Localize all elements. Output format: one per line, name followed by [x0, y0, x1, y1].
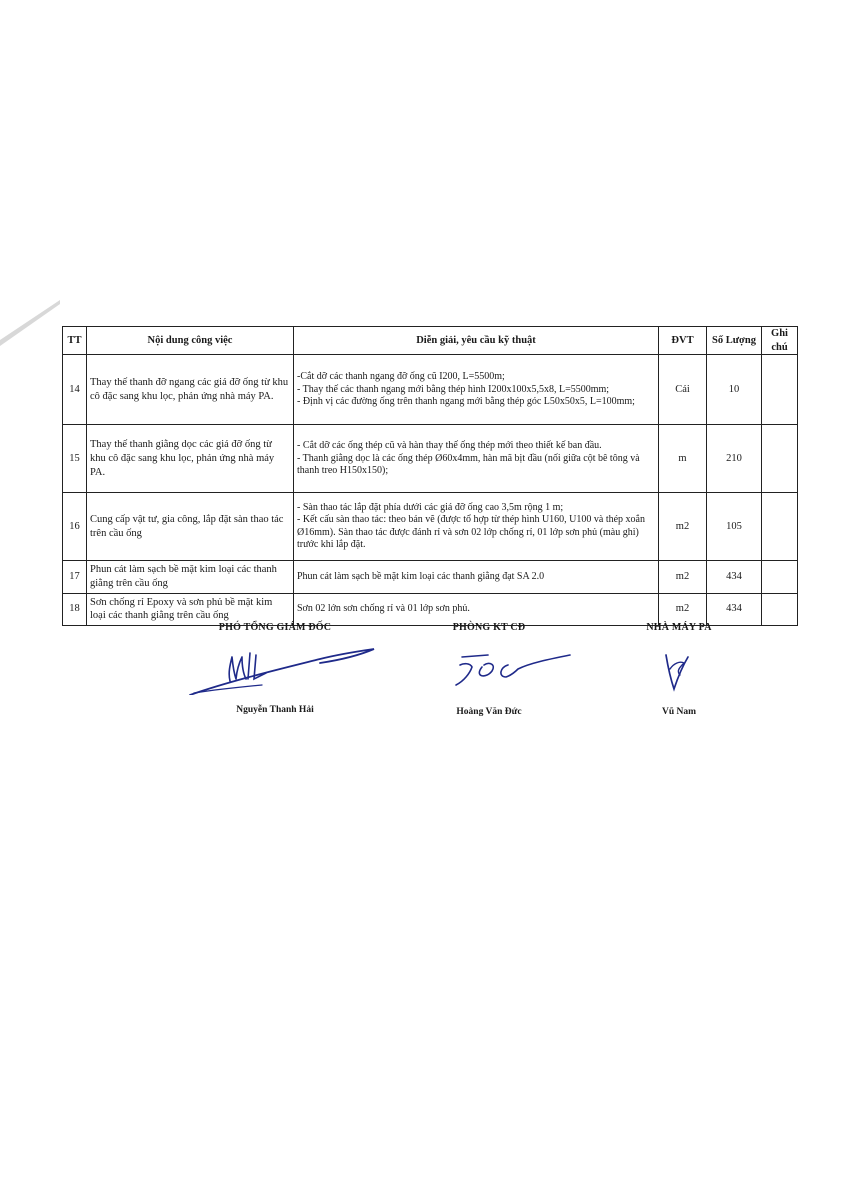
row-number: 17 — [63, 561, 87, 593]
unit-cell: m — [659, 425, 707, 493]
spec-line: -Cắt dỡ các thanh ngang đỡ ống cũ I200, L=5500m; — [297, 371, 505, 383]
spec-line: - Thanh giằng dọc là các ống thép Ø60x4mm, hàn mã bịt đầu (nối giữa cột bê tông và thanh treo H150x150); — [297, 452, 640, 477]
work-items-table — [62, 326, 798, 626]
spec-line: - Cắt dỡ các ống thép cũ và hàn thay thế ống thép mới theo thiết kế ban đầu. — [297, 440, 602, 452]
quantity-cell: 210 — [707, 425, 762, 493]
unit-cell: Cái — [659, 355, 707, 425]
note-cell — [762, 425, 798, 493]
work-content: Cung cấp vật tư, gia công, lắp đặt sàn thao tác trên cầu ống — [87, 493, 294, 561]
technical-spec — [294, 425, 659, 493]
note-cell — [762, 355, 798, 425]
header-unit: ĐVT — [659, 327, 707, 355]
table-row — [63, 355, 798, 425]
header-qty: Số Lượng — [707, 327, 762, 355]
work-content: Thay thế thanh đỡ ngang các giá đỡ ống từ khu cô đặc sang khu lọc, phản ứng nhà máy PA. — [87, 355, 294, 425]
row-number: 15 — [63, 425, 87, 493]
technical-spec — [294, 493, 659, 561]
header-note: Ghi chú — [762, 327, 798, 355]
note-cell — [762, 593, 798, 625]
signer-name: Hoàng Văn Đức — [456, 707, 522, 717]
handwritten-signature — [170, 633, 380, 695]
work-content: Sơn chống rỉ Epoxy và sơn phủ bề mặt kim loại các thanh giằng trên cầu ống — [87, 593, 294, 625]
table-header-row — [63, 327, 798, 355]
signature-block-pa-plant — [614, 622, 744, 717]
signature-block-deputy-director — [170, 622, 380, 715]
scan-edge-shadow — [0, 300, 60, 360]
signature-block-technical-dept — [404, 622, 574, 717]
quantity-cell: 434 — [707, 593, 762, 625]
technical-spec — [294, 593, 659, 625]
handwritten-signature — [614, 633, 744, 695]
spec-line: - Thay thế các thanh ngang mới bằng thép hình I200x100x5,5x8, L=5500mm; — [297, 383, 610, 395]
quantity-cell: 434 — [707, 561, 762, 593]
spec-line: - Định vị các đường ống trên thanh ngang mới bằng thép góc L50x50x5, L=100mm; — [297, 396, 635, 408]
signature-title: PHÒNG KT CĐ — [452, 622, 526, 633]
table-row — [63, 425, 798, 493]
signer-name: Nguyễn Thanh Hải — [236, 705, 314, 715]
note-cell — [762, 561, 798, 593]
row-number: 14 — [63, 355, 87, 425]
unit-cell: m2 — [659, 493, 707, 561]
table-row — [63, 493, 798, 561]
signer-name: Vũ Nam — [661, 707, 697, 717]
table-row — [63, 561, 798, 593]
spec-line: - Kết cấu sàn thao tác: theo bản vẽ (được tổ hợp từ thép hình U160, U100 và thép xoắn Ø16mm). Sàn thao tác được đánh rỉ và sơn 02 lớp chống rỉ, 01 lớp sơn phủ (màu ghi) trước khi lắp đặt. — [297, 514, 645, 551]
spec-line: Phun cát làm sạch bề mặt kim loại các thanh giằng đạt SA 2.0 — [297, 570, 545, 582]
header-tt: TT — [63, 327, 87, 355]
header-content: Nội dung công việc — [87, 327, 294, 355]
table-row — [63, 593, 798, 625]
row-number: 16 — [63, 493, 87, 561]
quantity-cell: 10 — [707, 355, 762, 425]
spec-line: Sơn 02 lớn sơn chống rỉ và 01 lớp sơn phủ. — [297, 602, 470, 614]
technical-spec — [294, 561, 659, 593]
row-number: 18 — [63, 593, 87, 625]
note-cell — [762, 493, 798, 561]
signature-title: PHÓ TỔNG GIÁM ĐỐC — [218, 622, 332, 633]
header-spec: Diễn giải, yêu cầu kỹ thuật — [294, 327, 659, 355]
unit-cell: m2 — [659, 593, 707, 625]
spec-line: - Sàn thao tác lắp đặt phía dưới các giá đỡ ống cao 3,5m rộng 1 m; — [297, 501, 564, 513]
technical-spec — [294, 355, 659, 425]
quantity-cell: 105 — [707, 493, 762, 561]
unit-cell: m2 — [659, 561, 707, 593]
work-content: Thay thế thanh giằng dọc các giá đỡ ống từ khu cô đặc sang khu lọc, phản ứng nhà máy PA. — [87, 425, 294, 493]
handwritten-signature — [404, 633, 574, 695]
signature-title: NHÀ MÁY PA — [646, 622, 712, 633]
work-content: Phun cát làm sạch bề mặt kim loại các thanh giằng trên cầu ống — [87, 561, 294, 593]
